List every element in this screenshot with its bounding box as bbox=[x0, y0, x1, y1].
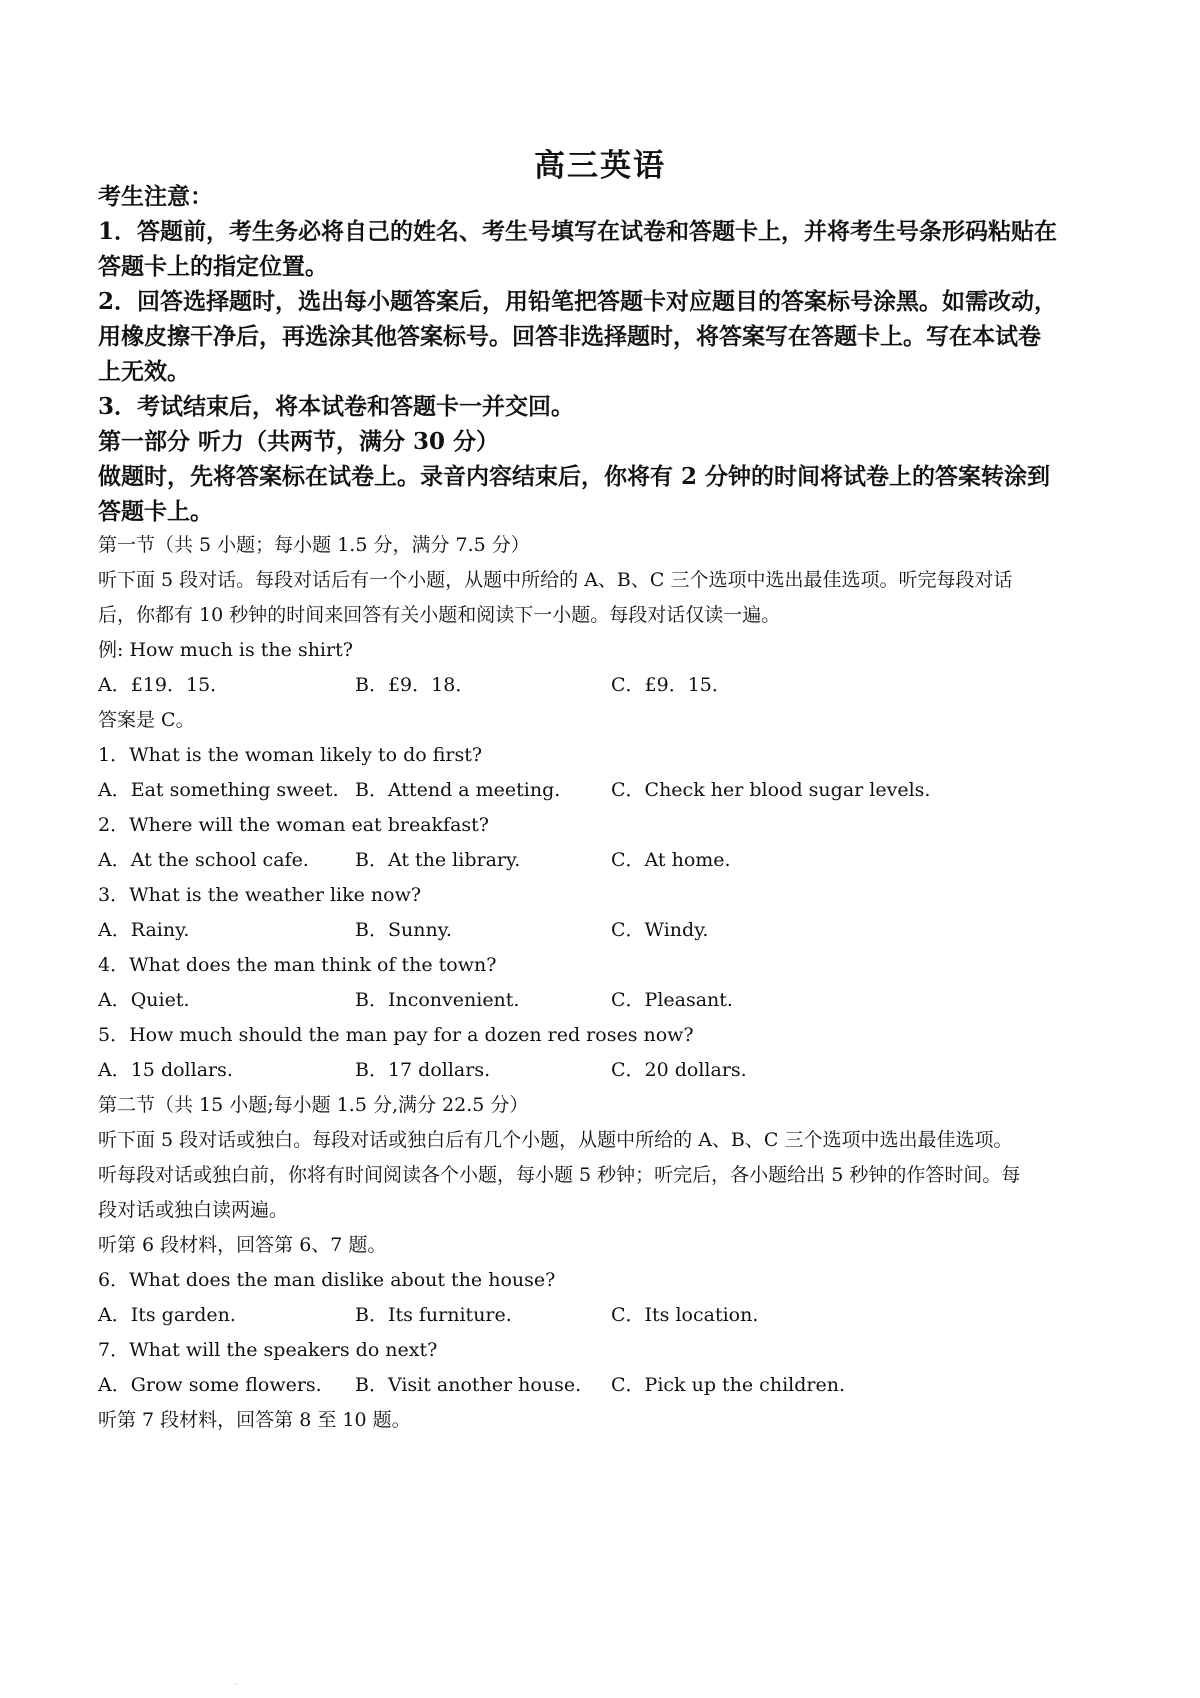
option-a: A．Rainy. bbox=[98, 919, 190, 941]
page-title: 高三英语 bbox=[534, 148, 666, 184]
notice-heading: 考生注意： bbox=[98, 183, 213, 210]
option-a: A．Grow some flowers. bbox=[98, 1374, 322, 1396]
section2-heading: 第二节（共 15 小题;每小题 1.5 分,满分 22.5 分） bbox=[98, 1094, 529, 1116]
option-b: B．17 dollars. bbox=[355, 1059, 491, 1081]
option-c: C．20 dollars. bbox=[611, 1059, 747, 1081]
option-b: B．Inconvenient. bbox=[355, 989, 520, 1011]
question-3: 3．What is the weather like now? bbox=[98, 884, 422, 906]
section2-instruction: 段对话或独白读两遍。 bbox=[98, 1199, 289, 1221]
question-2: 2．Where will the woman eat breakfast? bbox=[98, 814, 489, 836]
option-a: A．Quiet. bbox=[98, 989, 190, 1011]
option-b: B．Attend a meeting. bbox=[355, 779, 561, 801]
material-7-heading: 听第 7 段材料，回答第 8 至 10 题。 bbox=[98, 1409, 411, 1431]
option-b: B．Its furniture. bbox=[355, 1304, 512, 1326]
section1-instruction: 听下面 5 段对话。每段对话后有一个小题，从题中所给的 A、B、C 三个选项中选出最佳选项。听完每段对话 bbox=[98, 569, 1013, 591]
section2-instruction: 听下面 5 段对话或独白。每段对话或独白后有几个小题，从题中所给的 A、B、C 三个选项中选出最佳选项。 bbox=[98, 1129, 1013, 1151]
option-b: B．At the library. bbox=[355, 849, 521, 871]
section1-heading: 第一节（共 5 小题；每小题 1.5 分，满分 7.5 分） bbox=[98, 534, 530, 556]
part1-instruction: 做题时，先将答案标在试卷上。录音内容结束后，你将有 2 分钟的时间将试卷上的答案转涂到 bbox=[98, 463, 1051, 490]
option-a: A．15 dollars. bbox=[98, 1059, 233, 1081]
option-a: A．Its garden. bbox=[98, 1304, 236, 1326]
option-c: C．Windy. bbox=[611, 919, 709, 941]
option-b: B．Sunny. bbox=[355, 919, 452, 941]
example-option-b: B．£9．18． bbox=[355, 674, 475, 696]
notice-line: 上无效。 bbox=[98, 358, 190, 385]
example-option-c: C．£9．15． bbox=[611, 674, 731, 696]
section1-instruction: 后，你都有 10 秒钟的时间来回答有关小题和阅读下一小题。每段对话仅读一遍。 bbox=[98, 604, 781, 626]
option-c: C．Check her blood sugar levels. bbox=[611, 779, 931, 801]
notice-line: 用橡皮擦干净后，再选涂其他答案标号。回答非选择题时，将答案写在答题卡上。写在本试卷 bbox=[98, 323, 1041, 350]
option-c: C．Pleasant. bbox=[611, 989, 733, 1011]
option-c: C．At home. bbox=[611, 849, 731, 871]
example-question: 例: How much is the shirt? bbox=[98, 639, 353, 661]
question-6: 6．What does the man dislike about the house? bbox=[98, 1269, 556, 1291]
option-b: B．Visit another house. bbox=[355, 1374, 582, 1396]
material-6-heading: 听第 6 段材料，回答第 6、7 题。 bbox=[98, 1234, 387, 1256]
question-7: 7．What will the speakers do next? bbox=[98, 1339, 438, 1361]
example-option-a: A．£19．15． bbox=[98, 674, 230, 696]
option-a: A．Eat something sweet. bbox=[98, 779, 339, 801]
part1-instruction: 答题卡上。 bbox=[98, 498, 213, 525]
notice-line: 1．答题前，考生务必将自己的姓名、考生号填写在试卷和答题卡上，并将考生号条形码粘贴在 bbox=[98, 218, 1058, 245]
option-a: A．At the school cafe. bbox=[98, 849, 309, 871]
notice-line: 答题卡上的指定位置。 bbox=[98, 253, 328, 280]
section2-instruction: 听每段对话或独白前，你将有时间阅读各个小题，每小题 5 秒钟；听完后，各小题给出 5 秒钟的作答时间。每 bbox=[98, 1164, 1021, 1186]
notice-line: 2．回答选择题时，选出每小题答案后，用铅笔把答题卡对应题目的答案标号涂黑。如需改动， bbox=[98, 288, 1058, 315]
option-c: C．Pick up the children. bbox=[611, 1374, 845, 1396]
example-answer: 答案是 C。 bbox=[98, 709, 195, 731]
option-c: C．Its location. bbox=[611, 1304, 759, 1326]
part1-heading: 第一部分 听力（共两节，满分 30 分） bbox=[98, 428, 500, 455]
question-4: 4．What does the man think of the town? bbox=[98, 954, 497, 976]
footer-mark: · bbox=[235, 1680, 238, 1689]
question-5: 5．How much should the man pay for a dozen red roses now? bbox=[98, 1024, 694, 1046]
question-1: 1．What is the woman likely to do first? bbox=[98, 744, 483, 766]
notice-line: 3．考试结束后，将本试卷和答题卡一并交回。 bbox=[98, 393, 575, 420]
